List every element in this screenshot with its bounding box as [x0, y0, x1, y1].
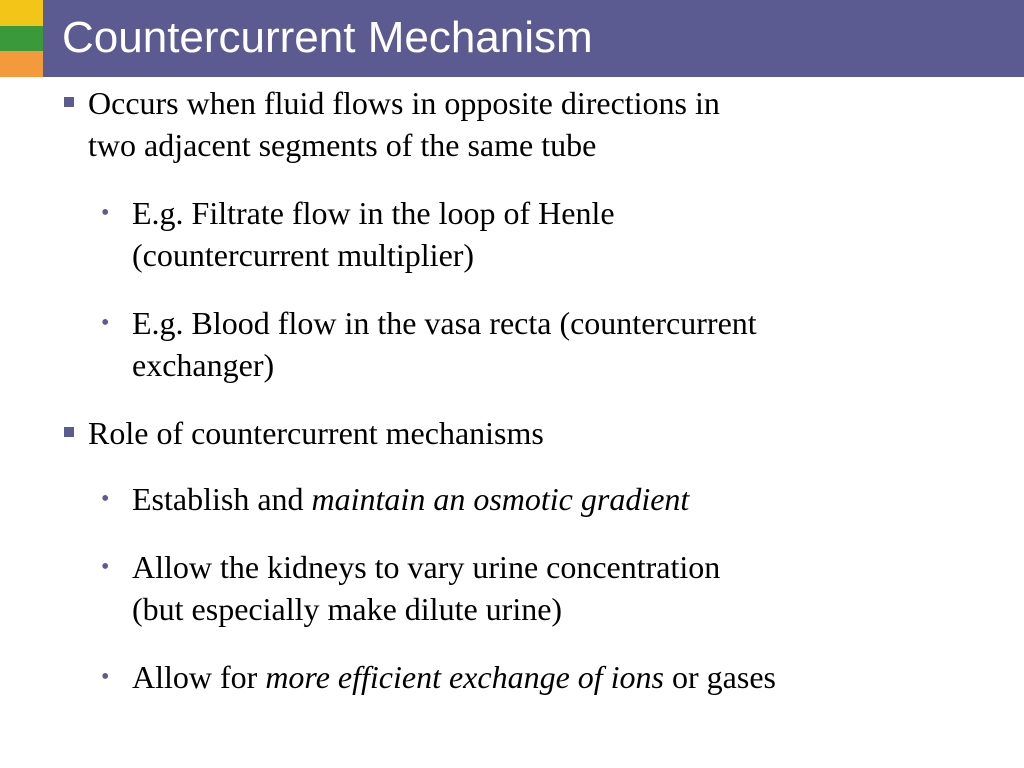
- sub-bullet-osmotic-gradient: [101, 478, 690, 520]
- bullet-text-line: two adjacent segments of the same tube: [88, 127, 597, 163]
- bullet-text-prefix: Establish and: [132, 481, 312, 517]
- bullet-text-line: Occurs when fluid flows in opposite directions in: [88, 85, 720, 121]
- bullet-text-line: (but especially make dilute urine): [132, 591, 563, 627]
- dot-bullet-icon: •: [101, 554, 110, 580]
- sub-bullet-vasa-recta: [101, 302, 757, 386]
- square-bullet-icon: [64, 427, 74, 437]
- bullet-role-of-mechanisms: [88, 412, 544, 454]
- dot-bullet-icon: •: [101, 486, 110, 512]
- dot-bullet-icon: •: [101, 200, 110, 226]
- bullet-text-line: [132, 478, 689, 520]
- sub-bullet-efficient-exchange: [101, 656, 776, 698]
- bullet-text-line: exchanger): [132, 347, 275, 383]
- dot-bullet-icon: •: [101, 310, 110, 336]
- bullet-text-line: E.g. Filtrate flow in the loop of Henle: [132, 195, 615, 231]
- slide-title: Countercurrent Mechanism: [62, 13, 593, 62]
- bullet-text-line: (countercurrent multiplier): [132, 237, 475, 273]
- bullet-text-line: Allow the kidneys to vary urine concentration: [132, 549, 721, 585]
- bullet-text: Role of countercurrent mechanisms: [88, 415, 544, 451]
- dot-bullet-icon: •: [101, 664, 110, 690]
- square-bullet-icon: [64, 97, 74, 107]
- bullet-text-prefix: Allow for: [132, 659, 266, 695]
- bullet-text-emphasis: maintain an osmotic gradient: [311, 481, 690, 517]
- bullet-text-line: E.g. Blood flow in the vasa recta (countercurrent: [132, 305, 757, 341]
- bullet-text-emphasis: more efficient exchange of ions: [265, 659, 664, 695]
- bullet-text-line: [132, 656, 776, 698]
- bullet-text-suffix: or gases: [664, 659, 776, 695]
- sub-bullet-urine-concentration: [101, 546, 721, 630]
- bullet-countercurrent-definition: [88, 82, 720, 166]
- sub-bullet-loop-of-henle: [101, 192, 615, 276]
